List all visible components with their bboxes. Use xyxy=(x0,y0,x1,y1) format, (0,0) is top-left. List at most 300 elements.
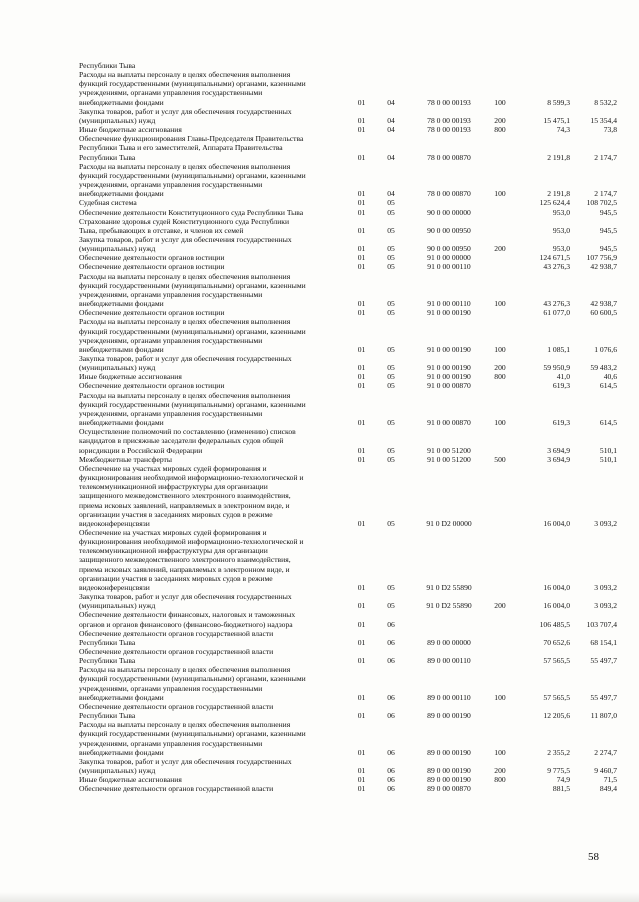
amount-first: 3 694,9 xyxy=(547,445,570,455)
table-row xyxy=(79,546,619,555)
line-name: Судебная система xyxy=(79,198,137,208)
amount-first: 74,3 xyxy=(556,125,570,135)
line-name: Обеспечение на участках мировых судей формирования и xyxy=(79,463,267,473)
target-article-code: 78 0 00 00870 xyxy=(427,189,471,199)
table-row xyxy=(79,317,619,326)
table-row xyxy=(79,519,619,528)
table-row xyxy=(79,574,619,583)
expense-type-code: 800 xyxy=(494,372,506,382)
amount-first: 2 191,8 xyxy=(547,189,570,199)
amount-second: 108 702,5 xyxy=(586,198,617,208)
line-name: Расходы на выплаты персоналу в целях обеспечения выполнения xyxy=(79,390,291,400)
line-name: функций государственными (муниципальными) органами, казенными xyxy=(79,399,306,409)
line-name: учреждениями, органами управления государственными xyxy=(79,289,263,299)
table-row xyxy=(79,629,619,638)
table-row xyxy=(79,583,619,592)
line-name: функций государственными (муниципальными) органами, казенными xyxy=(79,729,306,739)
subsection-code: 05 xyxy=(387,244,395,254)
expense-type-code: 200 xyxy=(494,115,506,125)
line-name: (муниципальных) нужд xyxy=(79,601,156,611)
target-article-code: 91 0 D2 55890 xyxy=(426,582,472,592)
amount-second: 510,1 xyxy=(599,445,617,455)
line-name: (муниципальных) нужд xyxy=(79,766,156,776)
subsection-code: 05 xyxy=(387,344,395,354)
amount-first: 43 276,3 xyxy=(543,262,570,272)
amount-second: 1 076,6 xyxy=(594,344,617,354)
line-name: внебюджетными фондами xyxy=(79,344,164,354)
amount-second: 3 093,2 xyxy=(594,582,617,592)
subsection-code: 04 xyxy=(387,115,395,125)
table-row xyxy=(79,327,619,336)
expense-type-code: 200 xyxy=(494,244,506,254)
table-row xyxy=(79,684,619,693)
table-row xyxy=(79,107,619,116)
target-article-code: 91 0 00 00190 xyxy=(427,308,471,318)
line-name: Расходы на выплаты персоналу в целях обеспечения выполнения xyxy=(79,70,291,80)
line-name: защищенного межведомственного электронного взаимодействия, xyxy=(79,555,291,565)
table-row xyxy=(79,610,619,619)
line-name: функций государственными (муниципальными) органами, казенными xyxy=(79,170,306,180)
section-code: 01 xyxy=(357,454,366,464)
line-name: Расходы на выплаты персоналу в целях обеспечения выполнения xyxy=(79,665,291,675)
target-article-code: 90 0 00 00950 xyxy=(427,225,471,235)
line-name: учреждениями, органами управления государственными xyxy=(79,335,263,345)
table-row xyxy=(79,720,619,729)
amount-first: 9 775,5 xyxy=(547,766,570,776)
section-code: 01 xyxy=(357,766,366,776)
amount-second: 9 460,7 xyxy=(594,766,617,776)
target-article-code: 90 0 00 00000 xyxy=(427,207,471,217)
expense-type-code: 100 xyxy=(494,189,506,199)
subsection-code: 05 xyxy=(387,381,395,391)
table-row xyxy=(79,345,619,354)
line-name: учреждениями, органами управления государственными xyxy=(79,408,263,418)
target-article-code: 91 0 00 00870 xyxy=(427,381,471,391)
line-name: Обеспечение деятельности органов государственной власти xyxy=(79,628,274,638)
scan-edge xyxy=(0,892,639,902)
table-row xyxy=(79,464,619,473)
subsection-code: 05 xyxy=(387,372,395,382)
line-name: Обеспечение деятельности финансовых, налоговых и таможенных xyxy=(79,610,296,620)
amount-first: 57 565,5 xyxy=(543,656,570,666)
line-name: Обеспечение деятельности органов юстиции xyxy=(79,262,225,272)
table-row xyxy=(79,189,619,198)
table-row xyxy=(79,427,619,436)
subsection-code: 05 xyxy=(387,454,395,464)
target-article-code: 91 0 00 00000 xyxy=(427,253,471,263)
expense-type-code: 100 xyxy=(494,418,506,428)
target-article-code: 91 0 00 00190 xyxy=(427,363,471,373)
target-article-code: 89 0 00 00110 xyxy=(427,656,471,666)
amount-first: 2 355,2 xyxy=(547,747,570,757)
table-row xyxy=(79,116,619,125)
section-code: 01 xyxy=(357,308,366,318)
subsection-code: 05 xyxy=(387,601,395,611)
target-article-code: 78 0 00 00870 xyxy=(427,152,471,162)
line-name: телекоммуникационной инфраструктуры для организации xyxy=(79,482,268,492)
amount-second: 2 174,7 xyxy=(594,189,617,199)
table-row xyxy=(79,601,619,610)
table-row xyxy=(79,162,619,171)
subsection-code: 06 xyxy=(387,619,395,629)
table-row xyxy=(79,729,619,738)
table-row xyxy=(79,125,619,134)
line-name: внебюджетными фондами xyxy=(79,299,164,309)
amount-second: 68 154,1 xyxy=(590,637,617,647)
section-code: 01 xyxy=(357,619,366,629)
line-name: (муниципальных) нужд xyxy=(79,244,156,254)
section-code: 01 xyxy=(357,97,366,107)
table-row xyxy=(79,272,619,281)
table-row xyxy=(79,482,619,491)
table-row xyxy=(79,153,619,162)
table-row xyxy=(79,436,619,445)
table-row xyxy=(79,226,619,235)
table-row xyxy=(79,208,619,217)
line-name: функций государственными (муниципальными) органами, казенными xyxy=(79,280,306,290)
line-name: приема исковых заявлений, направляемых в электронном виде, и xyxy=(79,500,290,510)
table-row xyxy=(79,70,619,79)
target-article-code: 89 0 00 00190 xyxy=(427,747,471,757)
amount-second: 40,6 xyxy=(603,372,617,382)
section-code: 01 xyxy=(357,225,366,235)
subsection-code: 06 xyxy=(387,747,395,757)
subsection-code: 05 xyxy=(387,262,395,272)
amount-first: 74,9 xyxy=(556,775,570,785)
amount-second: 945,5 xyxy=(599,225,617,235)
line-name: Обеспечение на участках мировых судей формирования и xyxy=(79,527,267,537)
line-name: Расходы на выплаты персоналу в целях обеспечения выполнения xyxy=(79,161,291,171)
expense-type-code: 800 xyxy=(494,125,506,135)
line-name: Обеспечение деятельности органов государственной власти xyxy=(79,647,274,656)
table-row xyxy=(79,757,619,766)
target-article-code: 91 0 00 00110 xyxy=(427,299,471,309)
amount-first: 15 475,1 xyxy=(543,115,570,125)
table-row xyxy=(79,501,619,510)
section-code: 01 xyxy=(357,262,366,272)
section-code: 01 xyxy=(357,784,366,794)
line-name: организации участия в заседаниях мировых судов в режиме xyxy=(79,509,273,519)
table-row xyxy=(79,510,619,519)
subsection-code: 04 xyxy=(387,152,395,162)
table-row xyxy=(79,766,619,775)
table-row xyxy=(79,491,619,500)
table-row xyxy=(79,647,619,656)
target-article-code: 91 0 D2 55890 xyxy=(426,601,472,611)
table-row xyxy=(79,281,619,290)
subsection-code: 06 xyxy=(387,692,395,702)
line-name: внебюджетными фондами xyxy=(79,747,164,757)
table-row xyxy=(79,244,619,253)
amount-first: 57 565,5 xyxy=(543,692,570,702)
amount-second: 107 756,9 xyxy=(586,253,617,263)
target-article-code: 78 0 00 00193 xyxy=(427,97,471,107)
subsection-code: 05 xyxy=(387,518,395,528)
table-row xyxy=(79,400,619,409)
table-row xyxy=(79,61,619,70)
target-article-code: 78 0 00 00193 xyxy=(427,125,471,135)
amount-first: 125 624,4 xyxy=(539,198,570,208)
target-article-code: 89 0 00 00870 xyxy=(427,784,471,794)
subsection-code: 05 xyxy=(387,308,395,318)
page-number: 58 xyxy=(588,851,599,863)
amount-second: 42 938,7 xyxy=(590,262,617,272)
subsection-code: 06 xyxy=(387,766,395,776)
target-article-code: 91 0 00 00190 xyxy=(427,344,471,354)
line-name: защищенного межведомственного электронного взаимодействия, xyxy=(79,491,291,501)
subsection-code: 05 xyxy=(387,253,395,263)
table-row xyxy=(79,565,619,574)
section-code: 01 xyxy=(357,637,366,647)
table-row xyxy=(79,299,619,308)
section-code: 01 xyxy=(357,775,366,785)
line-name: Расходы на выплаты персоналу в целях обеспечения выполнения xyxy=(79,271,291,281)
subsection-code: 05 xyxy=(387,582,395,592)
table-row xyxy=(79,381,619,390)
amount-first: 953,0 xyxy=(552,244,570,254)
subsection-code: 04 xyxy=(387,189,395,199)
line-name: Страхование здоровья судей Конституционного суда Республики xyxy=(79,216,290,226)
line-name: Закупка товаров, работ и услуг для обеспечения государственных xyxy=(79,592,292,602)
section-code: 01 xyxy=(357,363,366,373)
amount-first: 61 077,0 xyxy=(543,308,570,318)
amount-second: 60 600,5 xyxy=(590,308,617,318)
target-article-code: 91 0 00 00190 xyxy=(427,372,471,382)
table-row xyxy=(79,143,619,152)
line-name: внебюджетными фондами xyxy=(79,97,164,107)
line-name: учреждениями, органами управления государственными xyxy=(79,88,263,98)
target-article-code: 91 0 D2 00000 xyxy=(426,518,472,528)
line-name: Обеспечение деятельности органов юстиции xyxy=(79,308,225,318)
line-name: функционирования необходимой информационно-технологической и xyxy=(79,537,304,547)
table-row xyxy=(79,134,619,143)
expense-type-code: 100 xyxy=(494,299,506,309)
table-row xyxy=(79,79,619,88)
section-code: 01 xyxy=(357,445,366,455)
line-name: юрисдикции в Российской Федерации xyxy=(79,445,203,455)
target-article-code: 89 0 00 00190 xyxy=(427,775,471,785)
line-name: Закупка товаров, работ и услуг для обеспечения государственных xyxy=(79,756,292,766)
line-name: внебюджетными фондами xyxy=(79,189,164,199)
target-article-code: 89 0 00 00190 xyxy=(427,766,471,776)
amount-first: 70 652,6 xyxy=(543,637,570,647)
line-name: Республики Тыва xyxy=(79,152,136,162)
table-row xyxy=(79,555,619,564)
line-name: Обеспечение функционирования Главы-Председателя Правительства xyxy=(79,134,304,144)
line-name: Расходы на выплаты персоналу в целях обеспечения выполнения xyxy=(79,720,291,730)
line-name: видеоконференцсвязи xyxy=(79,518,150,528)
amount-first: 41,0 xyxy=(556,372,570,382)
expense-type-code: 200 xyxy=(494,363,506,373)
table-row xyxy=(79,711,619,720)
table-row xyxy=(79,702,619,711)
table-row xyxy=(79,537,619,546)
line-name: Республики Тыва xyxy=(79,656,136,666)
table-row xyxy=(79,473,619,482)
line-name: Иные бюджетные ассигнования xyxy=(79,372,182,382)
table-row xyxy=(79,455,619,464)
expense-type-code: 200 xyxy=(494,766,506,776)
table-row xyxy=(79,98,619,107)
table-row xyxy=(79,620,619,629)
section-code: 01 xyxy=(357,518,366,528)
subsection-code: 04 xyxy=(387,97,395,107)
table-row xyxy=(79,418,619,427)
table-row xyxy=(79,665,619,674)
target-article-code: 91 0 00 00110 xyxy=(427,262,471,272)
line-name: видеоконференцсвязи xyxy=(79,582,150,592)
line-name: учреждениями, органами управления государственными xyxy=(79,738,263,748)
table-row xyxy=(79,253,619,262)
amount-first: 953,0 xyxy=(552,225,570,235)
line-name: Обеспечение деятельности Конституционного суда Республики Тыва xyxy=(79,207,304,217)
line-name: Обеспечение деятельности органов государственной власти xyxy=(79,701,274,711)
subsection-code: 06 xyxy=(387,637,395,647)
expense-type-code: 100 xyxy=(494,344,506,354)
line-name: (муниципальных) нужд xyxy=(79,115,156,125)
line-name: Республики Тыва и его заместителей, Аппарата Правительства xyxy=(79,143,283,153)
subsection-code: 05 xyxy=(387,299,395,309)
line-name: (муниципальных) нужд xyxy=(79,363,156,373)
table-row xyxy=(79,739,619,748)
amount-second: 11 807,0 xyxy=(590,711,617,721)
amount-first: 16 004,0 xyxy=(543,601,570,611)
table-row xyxy=(79,171,619,180)
subsection-code: 06 xyxy=(387,656,395,666)
amount-first: 953,0 xyxy=(552,207,570,217)
amount-first: 619,3 xyxy=(552,381,570,391)
subsection-code: 06 xyxy=(387,711,395,721)
table-row xyxy=(79,638,619,647)
amount-second: 15 354,4 xyxy=(590,115,617,125)
subsection-code: 05 xyxy=(387,363,395,373)
amount-second: 71,5 xyxy=(603,775,617,785)
line-name: внебюджетными фондами xyxy=(79,692,164,702)
table-row xyxy=(79,528,619,537)
table-row xyxy=(79,262,619,271)
target-article-code: 89 0 00 00190 xyxy=(427,711,471,721)
line-name: Иные бюджетные ассигнования xyxy=(79,775,182,785)
section-code: 01 xyxy=(357,692,366,702)
line-name: кандидатов в присяжные заседатели федеральных судов общей xyxy=(79,436,284,446)
expense-type-code: 500 xyxy=(494,454,506,464)
section-code: 01 xyxy=(357,372,366,382)
amount-first: 12 205,6 xyxy=(543,711,570,721)
subsection-code: 05 xyxy=(387,445,395,455)
table-row xyxy=(79,336,619,345)
expense-type-code: 100 xyxy=(494,747,506,757)
amount-second: 945,5 xyxy=(599,244,617,254)
amount-second: 42 938,7 xyxy=(590,299,617,309)
section-code: 01 xyxy=(357,601,366,611)
line-name: Республики Тыва xyxy=(79,711,136,721)
table-row xyxy=(79,180,619,189)
section-code: 01 xyxy=(357,244,366,254)
expense-type-code: 200 xyxy=(494,601,506,611)
target-article-code: 91 0 00 51200 xyxy=(427,445,471,455)
table-row xyxy=(79,674,619,683)
target-article-code: 90 0 00 00950 xyxy=(427,244,471,254)
expense-type-code: 100 xyxy=(494,692,506,702)
line-name: телекоммуникационной инфраструктуры для организации xyxy=(79,546,268,556)
section-code: 01 xyxy=(357,747,366,757)
table-row xyxy=(79,775,619,784)
table-row xyxy=(79,198,619,207)
amount-second: 849,4 xyxy=(599,784,617,794)
section-code: 01 xyxy=(357,582,366,592)
amount-second: 8 532,2 xyxy=(594,97,617,107)
subsection-code: 05 xyxy=(387,418,395,428)
line-name: учреждениями, органами управления государственными xyxy=(79,180,263,190)
line-name: функций государственными (муниципальными) органами, казенными xyxy=(79,79,306,89)
table-row xyxy=(79,235,619,244)
section-code: 01 xyxy=(357,152,366,162)
line-name: внебюджетными фондами xyxy=(79,418,164,428)
table-row xyxy=(79,391,619,400)
subsection-code: 05 xyxy=(387,225,395,235)
amount-second: 3 093,2 xyxy=(594,601,617,611)
target-article-code: 89 0 00 00000 xyxy=(427,637,471,647)
amount-first: 59 950,9 xyxy=(543,363,570,373)
subsection-code: 05 xyxy=(387,207,395,217)
section-code: 01 xyxy=(357,198,366,208)
section-code: 01 xyxy=(357,418,366,428)
table-row xyxy=(79,290,619,299)
line-name: Закупка товаров, работ и услуг для обеспечения государственных xyxy=(79,234,292,244)
target-article-code: 91 0 00 51200 xyxy=(427,454,471,464)
expense-type-code: 800 xyxy=(494,775,506,785)
line-name: Республики Тыва xyxy=(79,61,136,70)
amount-second: 55 497,7 xyxy=(590,692,617,702)
table-row xyxy=(79,88,619,97)
amount-first: 8 599,3 xyxy=(547,97,570,107)
line-name: Обеспечение деятельности органов юстиции xyxy=(79,381,225,391)
amount-first: 124 671,5 xyxy=(539,253,570,263)
subsection-code: 06 xyxy=(387,784,395,794)
line-name: Иные бюджетные ассигнования xyxy=(79,125,182,135)
amount-second: 103 707,4 xyxy=(586,619,617,629)
line-name: Республики Тыва xyxy=(79,637,136,647)
line-name: Закупка товаров, работ и услуг для обеспечения государственных xyxy=(79,354,292,363)
table-row xyxy=(79,372,619,381)
line-name: Закупка товаров, работ и услуг для обеспечения государственных xyxy=(79,106,292,116)
amount-first: 106 485,5 xyxy=(539,619,570,629)
section-code: 01 xyxy=(357,656,366,666)
line-name: функций государственными (муниципальными) органами, казенными xyxy=(79,674,306,684)
amount-first: 16 004,0 xyxy=(543,582,570,592)
amount-second: 510,1 xyxy=(599,454,617,464)
amount-second: 73,8 xyxy=(603,125,617,135)
amount-second: 614,5 xyxy=(599,418,617,428)
table-row xyxy=(79,446,619,455)
line-name: Обеспечение деятельности органов юстиции xyxy=(79,253,225,263)
table-row xyxy=(79,784,619,793)
line-name: Осуществление полномочий по составлению (изменению) списков xyxy=(79,427,296,437)
table-row xyxy=(79,748,619,757)
line-name: Тыва, пребывающих в отставке, и членов их семей xyxy=(79,225,244,235)
amount-second: 59 483,2 xyxy=(590,363,617,373)
subsection-code: 04 xyxy=(387,125,395,135)
amount-second: 614,5 xyxy=(599,381,617,391)
section-code: 01 xyxy=(357,207,366,217)
line-name: Обеспечение деятельности органов государственной власти xyxy=(79,784,274,794)
table-row xyxy=(79,592,619,601)
amount-first: 3 694,9 xyxy=(547,454,570,464)
section-code: 01 xyxy=(357,344,366,354)
amount-second: 2 174,7 xyxy=(594,152,617,162)
section-code: 01 xyxy=(357,189,366,199)
amount-second: 945,5 xyxy=(599,207,617,217)
